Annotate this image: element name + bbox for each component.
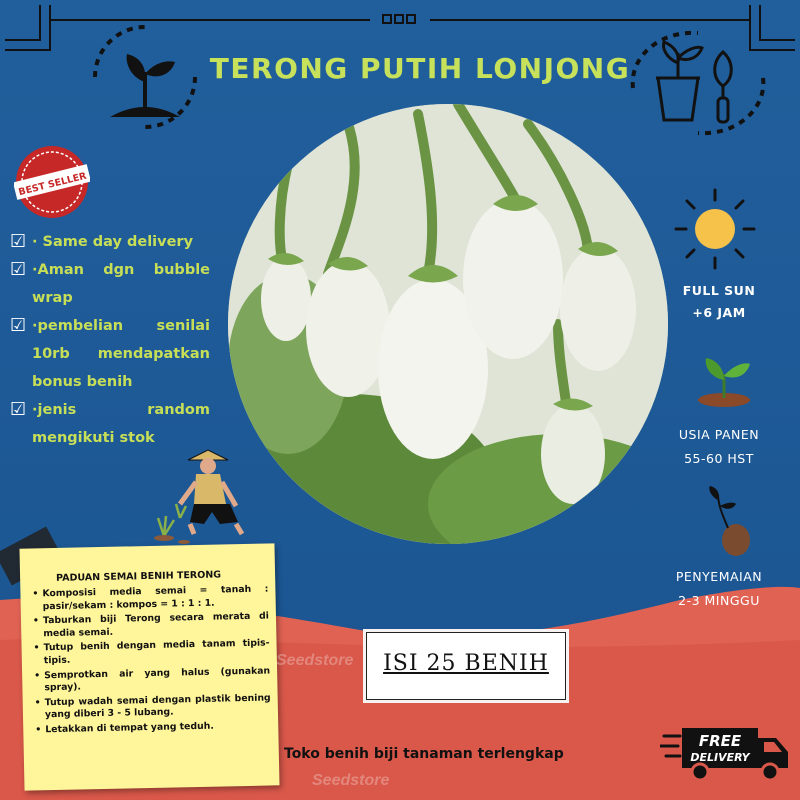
guide-step: • Tutup wadah semai dengan plastik bening yang diberi 3 - 5 lubang. [33,692,271,722]
seedling-label-2: 2-3 MINGGU [678,593,760,608]
white-eggplant-illustration [228,104,668,544]
delivery-label: DELIVERY [690,751,750,764]
sowing-guide-note [19,543,279,790]
watermark: Seedstore [312,772,390,789]
guide-step: • Komposisi media semai = tanah : pasir/sekam : kompos = 1 : 1 : 1. [30,583,268,613]
harvest-label-1: USIA PANEN [678,427,760,442]
benefit-item: ☑ ·pembelian senilai 10rb mendapatkan bonus benih [10,312,210,396]
seedling-icon [694,348,754,408]
guide-step: • Semprotkan air yang halus (gunakan spray). [32,665,270,695]
harvest-label-2: 55-60 HST [684,451,754,466]
free-label: FREE [698,732,742,750]
badge-label: BEST SELLER [17,170,88,199]
benefits-list [10,228,210,452]
guide-steps [30,583,271,738]
guide-title: PADUAN SEMAI BENIH TERONG [56,569,222,584]
benefit-item: ☑ ·Aman dgn bubble wrap [10,256,210,312]
guide-step: • Tutup benih dengan media tanam tipis-tipis. [31,638,269,668]
content-box [366,632,566,700]
best-seller-badge [14,144,90,220]
farmer-illustration [150,448,250,548]
trowel-icon [708,48,738,124]
sun-icon [672,186,758,272]
sun-label-1: FULL SUN [682,283,756,298]
guide-step: • Taburkan biji Terong secara merata di media semai. [31,611,269,641]
seed-count-label: ISI 25 BENIH [383,651,549,676]
sun-label-2: +6 JAM [692,305,746,320]
watermark: Seedstore [276,652,354,669]
seed-icon [704,484,754,558]
benefit-item: ☑ · Same day delivery [10,228,210,256]
checkmark-icon: ☑ [10,259,27,280]
guide-step: • Letakkan di tempat yang teduh. [33,719,271,737]
checkmark-icon: ☑ [10,315,27,336]
checkmark-icon: ☑ [10,399,27,420]
checkmark-icon: ☑ [10,231,27,252]
delivery-truck-icon [660,722,792,784]
seedling-label-1: PENYEMAIAN [675,569,763,584]
product-photo [228,104,668,544]
benefit-item: ☑ ·jenis random mengikuti stok [10,396,210,452]
store-tagline: Toko benih biji tanaman terlengkap [284,746,564,762]
product-title: TERONG PUTIH LONJONG [209,52,631,85]
